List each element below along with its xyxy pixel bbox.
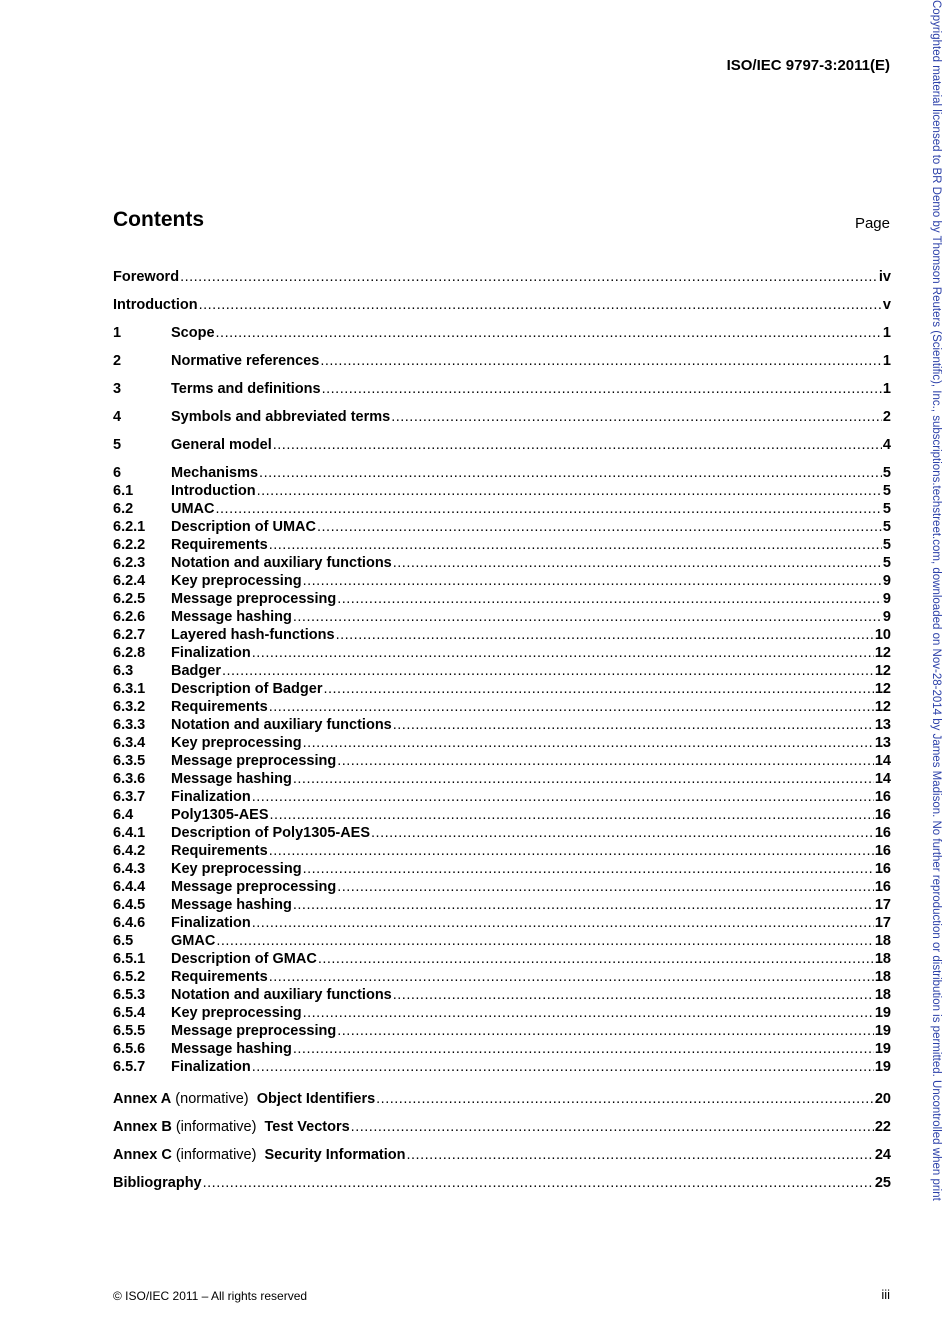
toc-entry-title-text: Finalization <box>171 789 251 805</box>
dot-leader <box>407 1146 874 1164</box>
toc-entry-page: 1 <box>882 353 891 369</box>
toc-entry-page: 16 <box>874 807 891 823</box>
dot-leader <box>293 896 874 914</box>
toc-entry[interactable] <box>113 1090 891 1108</box>
toc-entry[interactable] <box>113 662 891 680</box>
document-id: ISO/IEC 9797-3:2011(E) <box>726 57 890 74</box>
toc-entry-page: iv <box>878 269 891 285</box>
dot-leader <box>303 1004 874 1022</box>
toc-entry[interactable] <box>113 296 891 314</box>
toc-entry-number: 6.3.7 <box>113 789 146 805</box>
toc-entry-page: 16 <box>874 843 891 859</box>
toc-entry-title <box>113 1118 350 1136</box>
toc-entry[interactable] <box>113 1004 891 1022</box>
toc-entry-title-text: Message preprocessing <box>171 1023 337 1039</box>
toc-entry-title-text: Requirements <box>171 699 268 715</box>
toc-entry-title <box>171 716 392 734</box>
toc-entry[interactable] <box>113 572 891 590</box>
toc-entry[interactable] <box>113 324 891 342</box>
annex-title-text: Test Vectors <box>264 1119 350 1135</box>
toc-entry-title <box>171 608 292 626</box>
toc-entry-title-text: Requirements <box>171 537 268 553</box>
toc-entry-title <box>113 1090 375 1108</box>
toc-entry-title <box>171 950 317 968</box>
toc-entry[interactable] <box>113 1040 891 1058</box>
toc-entry-title-text: Bibliography <box>113 1175 202 1191</box>
toc-entry-page: 16 <box>874 825 891 841</box>
dot-leader <box>216 324 882 342</box>
toc-entry-title-text: Message hashing <box>171 609 292 625</box>
toc-entry-title <box>171 1058 251 1076</box>
toc-entry-number: 6.2 <box>113 501 134 517</box>
toc-entry-title <box>171 752 336 770</box>
dot-leader <box>393 554 882 572</box>
dot-leader <box>320 352 882 370</box>
toc-entry[interactable] <box>113 896 891 914</box>
toc-entry[interactable] <box>113 268 891 286</box>
toc-entry-number: 6.2.3 <box>113 555 146 571</box>
toc-entry-title <box>171 408 390 426</box>
toc-entry-title <box>171 436 272 454</box>
dot-leader <box>393 986 874 1004</box>
dot-leader <box>393 716 874 734</box>
toc-entry-title <box>171 482 256 500</box>
dot-leader <box>391 408 882 426</box>
toc-entry-number: 1 <box>113 325 122 341</box>
toc-entry-page: 17 <box>874 915 891 931</box>
annex-type-note: (informative) <box>171 1147 265 1163</box>
toc-entry-title <box>171 968 268 986</box>
dot-leader <box>303 860 874 878</box>
dot-leader <box>257 482 882 500</box>
toc-entry-title-text: GMAC <box>171 933 216 949</box>
toc-entry-title <box>171 824 370 842</box>
toc-entry-number: 6.4.5 <box>113 897 146 913</box>
dot-leader <box>293 770 874 788</box>
toc-entry-number: 6.2.5 <box>113 591 146 607</box>
toc-entry-title <box>171 770 292 788</box>
toc-entry[interactable] <box>113 788 891 806</box>
toc-entry[interactable] <box>113 380 891 398</box>
toc-entry-title <box>171 626 335 644</box>
toc-entry-page: 12 <box>874 699 891 715</box>
dot-leader <box>351 1118 874 1136</box>
toc-entry[interactable] <box>113 986 891 1004</box>
toc-entry-page: v <box>882 297 891 313</box>
toc-entry-page: 18 <box>874 969 891 985</box>
toc-entry-number: 2 <box>113 353 122 369</box>
toc-entry-number: 6.5.7 <box>113 1059 146 1075</box>
toc-entry-page: 14 <box>874 753 891 769</box>
toc-entry-title <box>171 590 336 608</box>
dot-leader <box>252 788 874 806</box>
dot-leader <box>216 932 874 950</box>
toc-entry[interactable] <box>113 716 891 734</box>
toc-entry-title-text: Message preprocessing <box>171 753 337 769</box>
toc-entry-page: 19 <box>874 1023 891 1039</box>
toc-entry-number: 6.4 <box>113 807 134 823</box>
toc-entry-title <box>171 860 302 878</box>
toc-entry-title-text: Message preprocessing <box>171 591 337 607</box>
toc-entry-page: 13 <box>874 735 891 751</box>
toc-entry[interactable] <box>113 770 891 788</box>
toc-entry-number: 6.5.3 <box>113 987 146 1003</box>
toc-entry-title <box>171 352 319 370</box>
contents-heading: Contents <box>113 208 204 231</box>
toc-entry-page: 20 <box>874 1091 891 1107</box>
dot-leader <box>337 752 874 770</box>
toc-entry-page: 4 <box>882 437 891 453</box>
toc-entry[interactable] <box>113 932 891 950</box>
toc-entry-title <box>171 464 258 482</box>
toc-entry-title <box>171 1004 302 1022</box>
annex-title-text: Security Information <box>264 1147 406 1163</box>
toc-entry-title <box>171 878 336 896</box>
toc-entry-title-text: Foreword <box>113 269 180 285</box>
toc-entry[interactable] <box>113 806 891 824</box>
toc-entry[interactable] <box>113 914 891 932</box>
toc-entry-number: 6.3 <box>113 663 134 679</box>
toc-entry-page: 9 <box>882 573 891 589</box>
toc-entry-title-text: Description of Poly1305-AES <box>171 825 371 841</box>
toc-entry-number: 6.5.4 <box>113 1005 146 1021</box>
toc-entry[interactable] <box>113 608 891 626</box>
toc-entry[interactable] <box>113 752 891 770</box>
dot-leader <box>318 950 874 968</box>
toc-entry[interactable] <box>113 1118 891 1136</box>
toc-entry-page: 12 <box>874 645 891 661</box>
dot-leader <box>371 824 874 842</box>
dot-leader <box>222 662 874 680</box>
toc-entry[interactable] <box>113 824 891 842</box>
toc-entry-title-text: Finalization <box>171 915 251 931</box>
dot-leader <box>303 734 874 752</box>
toc-entry-number: 6.4.4 <box>113 879 146 895</box>
toc-entry[interactable] <box>113 536 891 554</box>
toc-entry-page: 18 <box>874 933 891 949</box>
toc-entry-title <box>171 986 392 1004</box>
toc-entry[interactable] <box>113 1058 891 1076</box>
toc-entry-title-text: Scope <box>171 325 215 341</box>
toc-entry-page: 19 <box>874 1059 891 1075</box>
toc-entry-number: 6 <box>113 465 122 481</box>
toc-entry-number: 6.2.8 <box>113 645 146 661</box>
toc-entry-page: 9 <box>882 609 891 625</box>
toc-entry-number: 6.1 <box>113 483 134 499</box>
dot-leader <box>259 464 882 482</box>
toc-entry-title-text: Introduction <box>113 297 198 313</box>
toc-entry-title <box>113 1174 202 1192</box>
copyright-notice: © ISO/IEC 2011 – All rights reserved <box>113 1289 308 1303</box>
toc-entry-title-text: Description of Badger <box>171 681 323 697</box>
toc-entry-page: 5 <box>882 465 891 481</box>
toc-entry[interactable] <box>113 860 891 878</box>
toc-entry-title <box>171 518 316 536</box>
toc-entry-title <box>171 698 268 716</box>
toc-entry-title <box>171 572 302 590</box>
toc-entry-number: 6.4.3 <box>113 861 146 877</box>
dot-leader <box>203 1174 874 1192</box>
toc-entry-title <box>171 324 215 342</box>
toc-entry-title <box>171 842 268 860</box>
toc-entry[interactable] <box>113 554 891 572</box>
toc-entry-title-text: UMAC <box>171 501 215 517</box>
dot-leader <box>336 626 874 644</box>
annex-title-text: Object Identifiers <box>256 1091 376 1107</box>
toc-entry-title-text: Description of GMAC <box>171 951 317 967</box>
toc-entry-number: 6.3.3 <box>113 717 146 733</box>
toc-entry-title-text: General model <box>171 437 272 453</box>
toc-entry[interactable] <box>113 500 891 518</box>
toc-entry-title-text: Message hashing <box>171 771 292 787</box>
toc-entry-page: 1 <box>882 325 891 341</box>
dot-leader <box>293 608 882 626</box>
toc-entry-number: 6.2.1 <box>113 519 146 535</box>
toc-entry-title-text: Key preprocessing <box>171 1005 302 1021</box>
dot-leader <box>303 572 882 590</box>
dot-leader <box>376 1090 874 1108</box>
dot-leader <box>252 1058 874 1076</box>
toc-entry-number: 6.5.1 <box>113 951 146 967</box>
toc-entry-number: 6.2.7 <box>113 627 146 643</box>
toc-entry-page: 9 <box>882 591 891 607</box>
toc-entry-title <box>171 662 221 680</box>
toc-entry-title <box>171 680 322 698</box>
toc-entry-page: 16 <box>874 879 891 895</box>
toc-entry-title-text: Symbols and abbreviated terms <box>171 409 391 425</box>
dot-leader <box>337 878 874 896</box>
toc-entry-page: 2 <box>882 409 891 425</box>
toc-entry-page: 1 <box>882 381 891 397</box>
toc-entry-title-text: Requirements <box>171 843 268 859</box>
toc-entry-number: 6.4.2 <box>113 843 146 859</box>
toc-entry-number: 6.5.2 <box>113 969 146 985</box>
license-watermark: Copyrighted material licensed to BR Demo by Thomson Reuters (Scientific), Inc., subscriptions.techstreet.com, downloaded on Nov-28-2014 by James Madison. No further reproduction or distribution is permitted. Uncontrolled when print <box>930 0 942 1201</box>
toc-entry-title-text: Key preprocessing <box>171 735 302 751</box>
toc-entry-title-text: Poly1305-AES <box>171 807 269 823</box>
toc-entry-number: 6.3.2 <box>113 699 146 715</box>
toc-entry[interactable] <box>113 464 891 482</box>
dot-leader <box>180 268 878 286</box>
dot-leader <box>252 644 874 662</box>
toc-entry[interactable] <box>113 950 891 968</box>
toc-entry-title <box>171 788 251 806</box>
toc-entry-page: 5 <box>882 519 891 535</box>
toc-entry[interactable] <box>113 842 891 860</box>
dot-leader <box>322 380 882 398</box>
toc-entry-number: 6.3.4 <box>113 735 146 751</box>
toc-entry[interactable] <box>113 734 891 752</box>
toc-entry[interactable] <box>113 436 891 454</box>
dot-leader <box>252 914 874 932</box>
toc-entry-page: 5 <box>882 483 891 499</box>
toc-entry-title <box>171 536 268 554</box>
toc-entry-number: 4 <box>113 409 122 425</box>
toc-entry-title-text: Description of UMAC <box>171 519 316 535</box>
toc-entry[interactable] <box>113 698 891 716</box>
toc-entry-number: 6.5.5 <box>113 1023 146 1039</box>
page-number: iii <box>881 1287 890 1302</box>
dot-leader <box>293 1040 874 1058</box>
toc-entry[interactable] <box>113 482 891 500</box>
toc-entry-title <box>171 734 302 752</box>
toc-entry-title <box>171 1040 292 1058</box>
toc-entry-title-text: Notation and auxiliary functions <box>171 987 392 1003</box>
toc-entry-title <box>171 380 321 398</box>
dot-leader <box>269 698 874 716</box>
toc-entry-title-text: Finalization <box>171 1059 251 1075</box>
toc-entry-number: 6.5.6 <box>113 1041 146 1057</box>
toc-entry-page: 16 <box>874 789 891 805</box>
toc-entry[interactable] <box>113 878 891 896</box>
toc-entry-title <box>113 268 179 286</box>
toc-entry-title-text: Message hashing <box>171 897 292 913</box>
toc-entry[interactable] <box>113 408 891 426</box>
toc-entry[interactable] <box>113 1174 891 1192</box>
toc-entry-title-text: Introduction <box>171 483 256 499</box>
toc-entry-page: 17 <box>874 897 891 913</box>
dot-leader <box>337 1022 874 1040</box>
toc-entry-number: 6.2.4 <box>113 573 146 589</box>
toc-entry-title <box>113 296 198 314</box>
toc-entry-page: 19 <box>874 1041 891 1057</box>
toc-entry-number: 6.2.6 <box>113 609 146 625</box>
toc-entry-title <box>113 1146 406 1164</box>
toc-entry-number: 6.5 <box>113 933 134 949</box>
toc-entry-title-text: Terms and definitions <box>171 381 321 397</box>
toc-entry[interactable] <box>113 518 891 536</box>
toc-entry-page: 14 <box>874 771 891 787</box>
toc-entry-number: 6.4.6 <box>113 915 146 931</box>
toc-entry-title-text: Notation and auxiliary functions <box>171 555 392 571</box>
toc-entry-number: 6.2.2 <box>113 537 146 553</box>
dot-leader <box>337 590 882 608</box>
toc-entry[interactable] <box>113 590 891 608</box>
page-column-label: Page <box>854 215 890 232</box>
toc-entry-page: 12 <box>874 663 891 679</box>
toc-entry-number: 6.3.6 <box>113 771 146 787</box>
toc-entry-title <box>171 896 292 914</box>
dot-leader <box>269 968 874 986</box>
dot-leader <box>216 500 882 518</box>
toc-entry-title-text: Layered hash-functions <box>171 627 335 643</box>
toc-entry[interactable] <box>113 680 891 698</box>
toc-entry-title-text: Key preprocessing <box>171 573 302 589</box>
toc-entry-page: 5 <box>882 537 891 553</box>
toc-entry-page: 5 <box>882 501 891 517</box>
toc-entry[interactable] <box>113 644 891 662</box>
dot-leader <box>269 842 874 860</box>
toc-entry-title-text: Annex C <box>113 1147 172 1163</box>
toc-entry-title <box>171 500 215 518</box>
toc-entry[interactable] <box>113 968 891 986</box>
toc-entry-page: 18 <box>874 987 891 1003</box>
toc-entry-title-text: Annex A <box>113 1091 172 1107</box>
toc-entry[interactable] <box>113 626 891 644</box>
toc-entry-title-text: Annex B <box>113 1119 172 1135</box>
dot-leader <box>317 518 882 536</box>
toc-entry-title-text: Notation and auxiliary functions <box>171 717 392 733</box>
toc-entry-number: 6.4.1 <box>113 825 146 841</box>
toc-entry-title-text: Finalization <box>171 645 251 661</box>
annex-type-note: (normative) <box>171 1091 257 1107</box>
dot-leader <box>269 536 882 554</box>
toc-entry[interactable] <box>113 1146 891 1164</box>
toc-entry[interactable] <box>113 1022 891 1040</box>
dot-leader <box>323 680 873 698</box>
toc-entry-title-text: Normative references <box>171 353 320 369</box>
toc-entry-page: 12 <box>874 681 891 697</box>
dot-leader <box>199 296 882 314</box>
toc-entry-page: 24 <box>874 1147 891 1163</box>
toc-entry-page: 22 <box>874 1119 891 1135</box>
toc-entry-number: 3 <box>113 381 122 397</box>
toc-entry-page: 16 <box>874 861 891 877</box>
dot-leader <box>273 436 882 454</box>
toc-entry[interactable] <box>113 352 891 370</box>
toc-entry-page: 19 <box>874 1005 891 1021</box>
toc-entry-title <box>171 806 269 824</box>
toc-entry-title-text: Badger <box>171 663 221 679</box>
toc-entry-page: 25 <box>874 1175 891 1191</box>
toc-entry-title-text: Message preprocessing <box>171 879 337 895</box>
toc-entry-title-text: Message hashing <box>171 1041 292 1057</box>
annex-type-note: (informative) <box>171 1119 265 1135</box>
dot-leader <box>270 806 874 824</box>
toc-entry-page: 18 <box>874 951 891 967</box>
toc-entry-title-text: Requirements <box>171 969 268 985</box>
toc-entry-number: 6.3.1 <box>113 681 146 697</box>
toc-entry-title-text: Mechanisms <box>171 465 259 481</box>
toc-entry-title <box>171 914 251 932</box>
toc-entry-title <box>171 932 215 950</box>
toc-entry-page: 5 <box>882 555 891 571</box>
toc-entry-number: 6.3.5 <box>113 753 146 769</box>
toc-entry-page: 13 <box>874 717 891 733</box>
toc-entry-title <box>171 1022 336 1040</box>
toc-entry-page: 10 <box>874 627 891 643</box>
toc-entry-title <box>171 644 251 662</box>
toc-entry-title <box>171 554 392 572</box>
toc-entry-title-text: Key preprocessing <box>171 861 302 877</box>
toc-entry-number: 5 <box>113 437 122 453</box>
